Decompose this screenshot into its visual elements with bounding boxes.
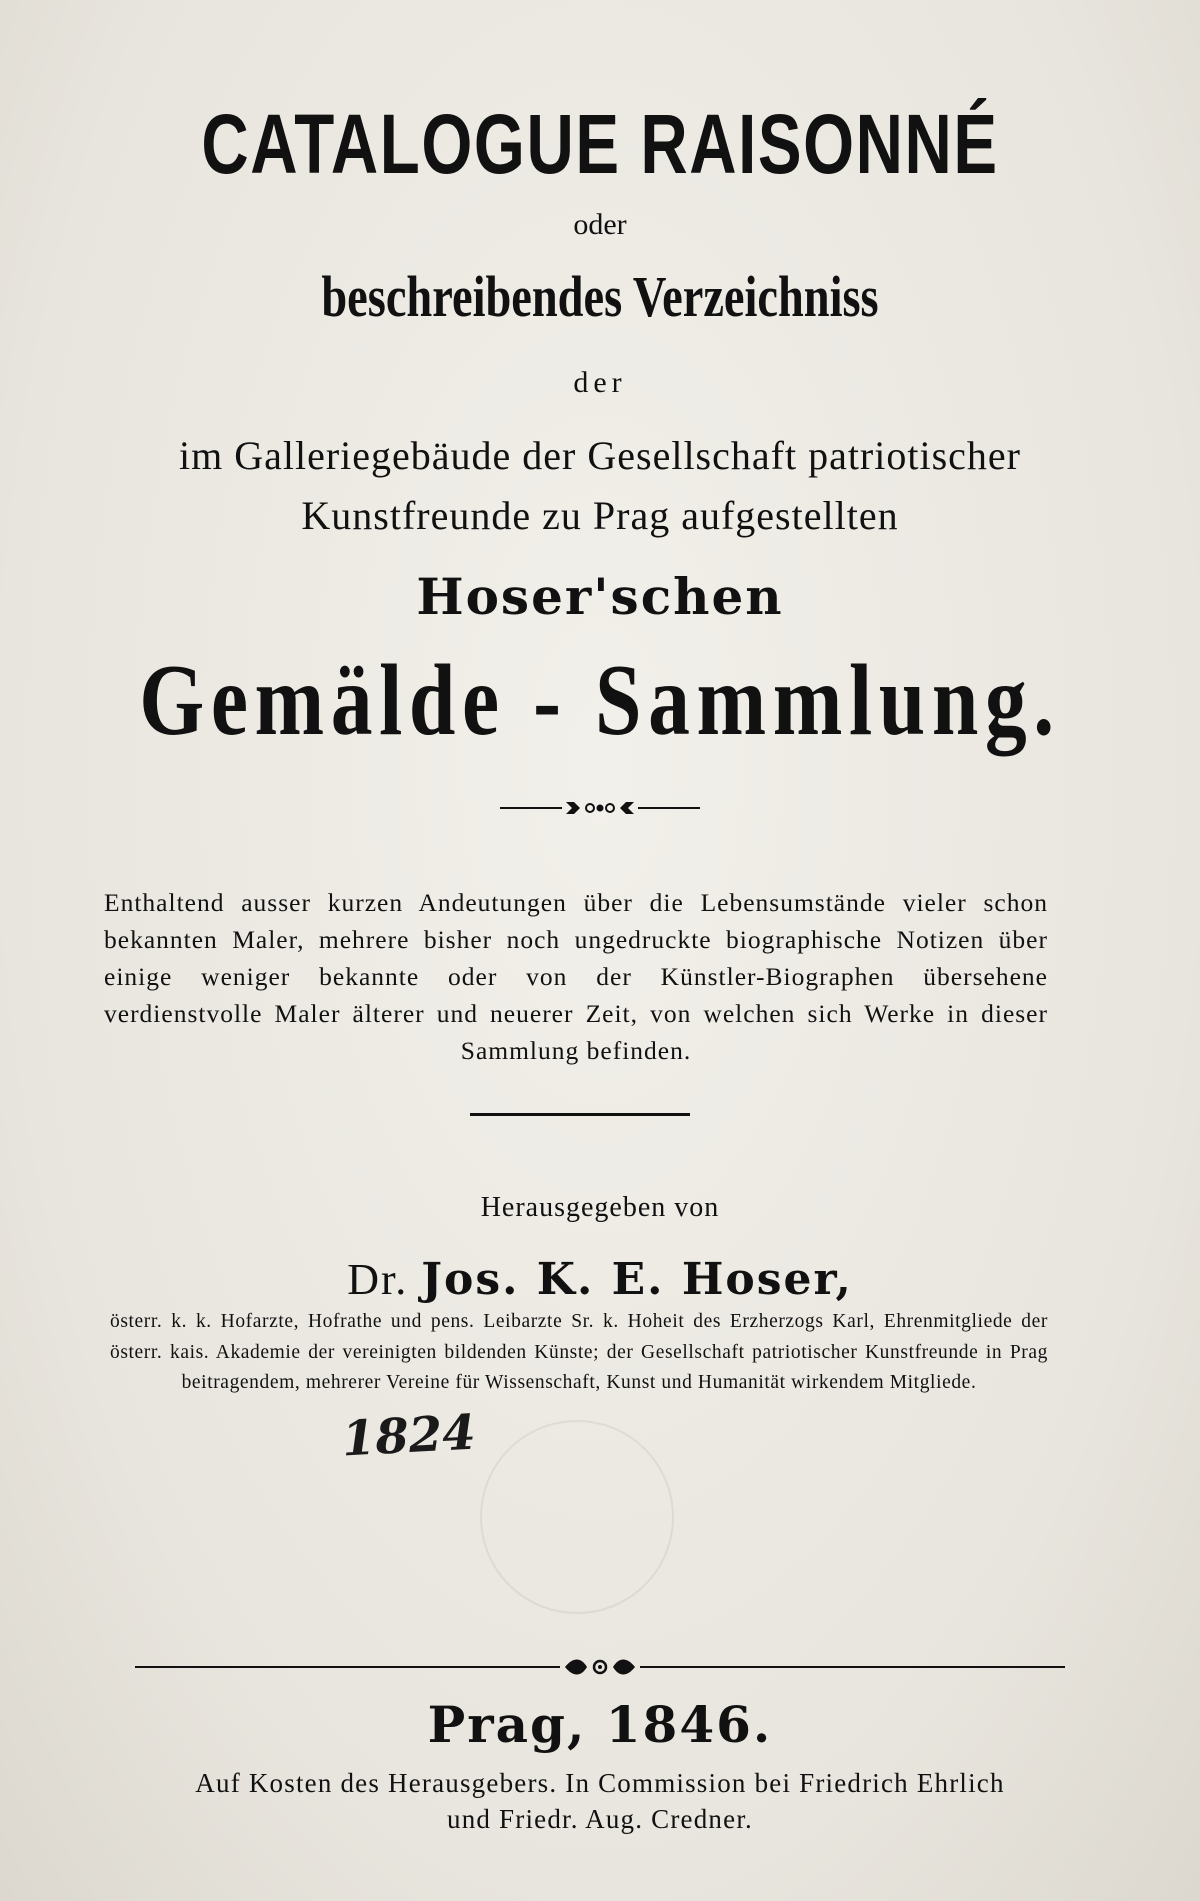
description-paragraph: Enthaltend ausser kurzen Andeutungen über die Lebensumstände vieler schon bekannten Maler, mehrere bisher noch ungedruckte biographische Notizen über einige weniger bekannte oder von der Künstler-Biographen übersehene verdienstvolle Maler älterer und neuerer Zeit, von welchen sich Werke in dieser Sammlung befinden.	[104, 888, 1048, 1065]
hoser-schen-heading: Hoser'schen	[416, 567, 784, 626]
location-line-1: im Galleriegebäude der Gesellschaft patriotischer	[179, 433, 1021, 478]
main-title: CATALOGUE RAISONNÉ	[201, 97, 999, 191]
author-fullname: Jos. K. E. Hoser,	[421, 1254, 853, 1305]
handwritten-note: 1824	[340, 1404, 477, 1468]
edited-by-label: Herausgegeben von	[480, 1192, 720, 1223]
collection-title: Gemälde - Sammlung.	[139, 644, 1061, 757]
subtitle: beschreibendes Verzeichniss	[321, 264, 879, 329]
title-oder: oder	[573, 208, 627, 241]
ornament-divider-top	[0, 796, 1200, 820]
place-and-year: Prag, 1846.	[427, 1695, 773, 1754]
author-prefix: Dr.	[347, 1255, 409, 1304]
author-name	[0, 1254, 1200, 1305]
divider-rule	[470, 1113, 690, 1116]
imprint-line-1: Auf Kosten des Herausgebers. In Commission bei Friedrich Ehrlich	[195, 1768, 1005, 1798]
ornament-divider-bottom	[0, 1654, 1200, 1680]
imprint-line-2: und Friedr. Aug. Credner.	[447, 1804, 753, 1834]
faded-stamp	[480, 1420, 674, 1614]
author-titles: österr. k. k. Hofarzte, Hofrathe und pens. Leibarzte Sr. k. Hoheit des Erzherzogs Karl, Ehrenmitgliede der österr. kais. Akademie der vereinigten bildenden Künste; der Gesellschaft patriotischer Kunstfreunde in Prag beitragendem, mehrerer Vereine für Wissenschaft, Kunst und Humanität wirkendem Mitgliede.	[110, 1311, 1048, 1393]
title-der: der	[573, 366, 627, 399]
location-line-2: Kunstfreunde zu Prag aufgestellten	[301, 493, 899, 538]
